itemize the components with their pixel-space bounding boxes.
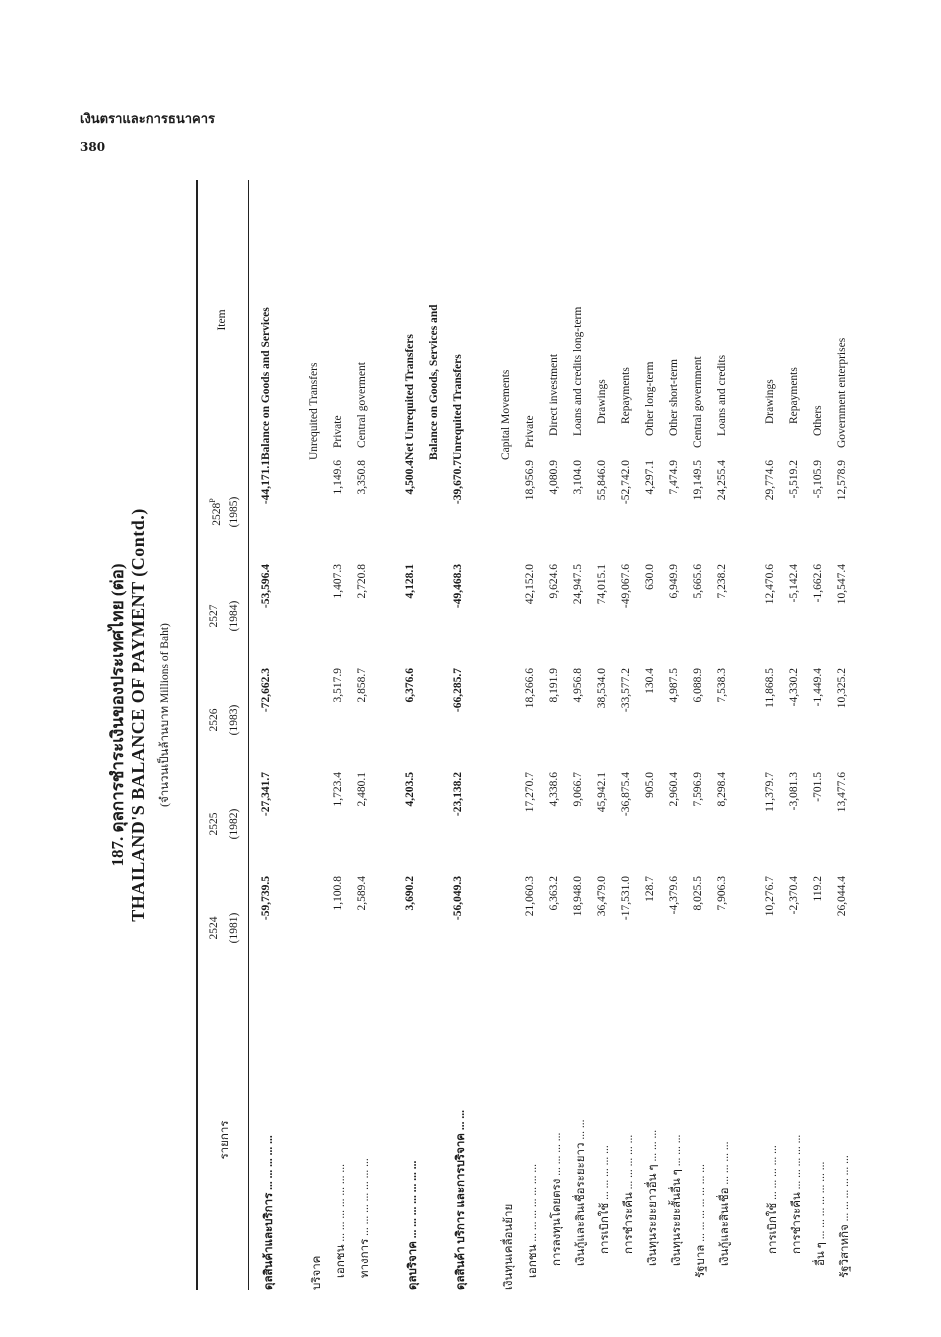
year-ce-label: (1982) (228, 808, 240, 840)
row-label-thai: เงินกู้และสินเชื่อ ... ... ... ... (719, 1141, 731, 1266)
table-row (764, 180, 788, 1290)
table-row (788, 180, 812, 1290)
row-label-thai: ดุลบริจาค ... ... ... ... ... ... ... (407, 1160, 419, 1290)
table-row (524, 180, 548, 1290)
row-value: 29,774.6 (764, 460, 776, 501)
table-row (716, 180, 740, 1290)
table-row (836, 180, 860, 1290)
row-value: 5,665.6 (692, 564, 704, 599)
row-value: 21,060.3 (524, 876, 536, 917)
row-value: -44,171.1 (260, 460, 272, 505)
row-value: 4,297.1 (644, 460, 656, 495)
row-value: 6,376.6 (404, 668, 416, 703)
row-label-english: Other short-term (668, 359, 680, 436)
row-value: 1,100.8 (332, 876, 344, 911)
row-label-english: Private (524, 415, 536, 448)
row-value: 128.7 (644, 876, 656, 902)
row-label-english: Unrequited Transfers (308, 362, 320, 460)
row-value: 18,948.0 (572, 876, 584, 917)
row-label-english: Other long-term (644, 361, 656, 436)
column-header-year (196, 772, 248, 876)
row-value: 3,350.8 (356, 460, 368, 495)
row-value: -1,662.6 (812, 564, 824, 603)
row-value: 130.4 (644, 668, 656, 694)
row-value: 11,868.5 (764, 668, 776, 708)
row-value: 7,238.2 (716, 564, 728, 599)
row-value: -17,531.0 (620, 876, 632, 921)
row-value: 6,088.9 (692, 668, 704, 703)
row-value: 4,956.8 (572, 668, 584, 703)
row-label-thai: เอกชน ... ... ... ... ... ... ... (335, 1164, 347, 1278)
row-value: 7,596.9 (692, 772, 704, 807)
row-value: 4,338.6 (548, 772, 560, 807)
row-value: -52,742.0 (620, 460, 632, 505)
column-header-thai-label (196, 980, 248, 1290)
row-value: -36,875.4 (620, 772, 632, 817)
table-row (308, 180, 332, 1290)
row-label-thai: เงินทุนระยะยาวอื่น ๆ ... ... ... (647, 1129, 659, 1266)
table-row (500, 180, 524, 1290)
row-label-thai: อื่น ๆ ... ... ... ... ... ... ... (815, 1161, 827, 1266)
table-row (668, 180, 692, 1290)
row-value: 4,128.1 (404, 564, 416, 599)
row-value: 905.0 (644, 772, 656, 798)
row-value: 42,152.0 (524, 564, 536, 605)
table-row (692, 180, 716, 1290)
row-value: -49,067.6 (620, 564, 632, 609)
year-ce-label: (1984) (228, 600, 240, 632)
row-value: 6,363.2 (548, 876, 560, 911)
page-number: 380 (80, 140, 106, 154)
row-label-thai: ดุลสินค้าและบริการ ... ... ... ... ... (263, 1135, 275, 1290)
column-header-year (196, 564, 248, 668)
row-value: 2,480.1 (356, 772, 368, 807)
table-row (596, 180, 620, 1290)
row-label-thai: เงินกู้และสินเชื่อระยะยาว ... ... (575, 1119, 587, 1266)
row-label-thai: รัฐวิสาหกิจ ... ... ... ... ... ... (839, 1155, 851, 1278)
row-label-english: Capital Movements (500, 369, 512, 460)
row-label-english: Loans and credits (716, 354, 728, 436)
row-label-thai: บริจาค (311, 1255, 323, 1290)
row-value: 55,846.0 (596, 460, 608, 501)
row-value: 2,858.7 (356, 668, 368, 703)
row-label-thai: เงินทุนระยะสั้นอื่น ๆ ... ... ... (671, 1134, 683, 1266)
row-label-english: Government enterprises (836, 337, 848, 448)
column-header-thai-text: รายการ (219, 1120, 231, 1160)
row-value: 9,066.7 (572, 772, 584, 807)
row-value: -5,142.4 (788, 564, 800, 603)
row-value: 19,149.5 (692, 460, 704, 501)
table-row (644, 180, 668, 1290)
row-label-thai: ทางการ ... ... ... ... ... ... ... (359, 1158, 371, 1278)
table-row (812, 180, 836, 1290)
row-value: 10,547.4 (836, 564, 848, 605)
row-value: 45,942.1 (596, 772, 608, 813)
row-value: -49,468.3 (452, 564, 464, 609)
table-title-block (100, 140, 200, 1290)
row-label-thai: เงินทุนเคลื่อนย้าย (503, 1203, 515, 1290)
table-row (476, 180, 500, 1290)
column-header-year (196, 460, 248, 564)
row-value: -56,049.3 (452, 876, 464, 921)
preliminary-marker: P (208, 498, 217, 503)
row-value: 7,906.3 (716, 876, 728, 911)
table-title-english: THAILAND'S BALANCE OF PAYMENT (Contd.) (128, 508, 148, 922)
row-value: -27,341.7 (260, 772, 272, 817)
row-value: 38,534.0 (596, 668, 608, 709)
row-value: 4,500.4 (404, 460, 416, 495)
row-value: 8,298.4 (716, 772, 728, 807)
table-row (572, 180, 596, 1290)
row-label-thai: การเบิกใช้ ... ... ... ... ... (599, 1145, 611, 1254)
row-value: 10,276.7 (764, 876, 776, 917)
row-label-english: Repayments (788, 367, 800, 424)
year-ce-label: (1985) (228, 496, 240, 528)
row-value: 2,589.4 (356, 876, 368, 911)
row-value: 630.0 (644, 564, 656, 590)
table-row (260, 180, 284, 1290)
row-label-english: Central goverment (356, 362, 368, 448)
row-value: -39,670.7 (452, 460, 464, 505)
row-label-thai: การเบิกใช้ ... ... ... ... ... (767, 1145, 779, 1254)
table-row (452, 180, 476, 1290)
row-value: 119.2 (812, 876, 824, 902)
row-value: 7,538.3 (716, 668, 728, 703)
row-value: 7,474.9 (668, 460, 680, 495)
column-header-year (196, 876, 248, 980)
row-value: 1,149.6 (332, 460, 344, 495)
row-label-thai: รัฐบาล ... ... ... ... ... ... ... (695, 1164, 707, 1278)
row-value: 6,949.9 (668, 564, 680, 599)
row-value: 26,044.4 (836, 876, 848, 917)
row-value: -5,105.9 (812, 460, 824, 499)
row-value: -53,596.4 (260, 564, 272, 609)
row-label-english: Loans and credits long-term (572, 306, 584, 436)
row-value: 13,477.6 (836, 772, 848, 813)
table-row (740, 180, 764, 1290)
row-value: 12,470.6 (764, 564, 776, 605)
row-value: 36,479.0 (596, 876, 608, 917)
row-value: 3,517.9 (332, 668, 344, 703)
row-value: 17,270.7 (524, 772, 536, 813)
row-value: 8,191.9 (548, 668, 560, 703)
row-value: 2,720.8 (356, 564, 368, 599)
row-label-english: Private (332, 415, 344, 448)
column-header-year (196, 668, 248, 772)
row-value: 18,266.6 (524, 668, 536, 709)
row-value: 11,379.7 (764, 772, 776, 812)
row-value: 2,960.4 (668, 772, 680, 807)
row-label-english: Balance on Goods, Services and (428, 304, 440, 460)
year-label: 2526 (208, 708, 220, 732)
row-value: 24,947.5 (572, 564, 584, 605)
row-value: 4,203.5 (404, 772, 416, 807)
table-header-rule (248, 180, 249, 1290)
row-label-thai: การชำระคืน ... ... ... ... ... (623, 1134, 635, 1254)
row-value: 8,025.5 (692, 876, 704, 911)
row-value: 10,325.2 (836, 668, 848, 709)
table-title-thai: 187. ดุลการชำระเงินของประเทศไทย (ต่อ) (108, 563, 127, 867)
row-value: -5,519.2 (788, 460, 800, 499)
row-value: 9,624.6 (548, 564, 560, 599)
table-row (332, 180, 356, 1290)
row-label-english: Drawings (596, 379, 608, 424)
row-value: -2,370.4 (788, 876, 800, 915)
row-value: -4,330.2 (788, 668, 800, 707)
row-label-english: Unrequited Transfers (452, 354, 464, 460)
table-row (404, 180, 428, 1290)
page-header-title: เงินตราและการธนาคาร (80, 112, 215, 127)
row-value: -23,138.2 (452, 772, 464, 817)
row-label-thai: การลงทุนโดยตรง ... ... ... ... (551, 1132, 563, 1266)
row-label-english: Repayments (620, 367, 632, 424)
row-value: -33,577.2 (620, 668, 632, 713)
table-unit-note: (จำนวนเป็นล้านบาท Millions of Baht) (159, 623, 171, 807)
year-label: 2527 (208, 604, 220, 628)
row-label-thai: เอกชน ... ... ... ... ... ... ... (527, 1164, 539, 1278)
row-label-english: Net Unrequited Transfers (404, 334, 416, 460)
row-value: 1,407.3 (332, 564, 344, 599)
year-label (208, 460, 223, 564)
row-value: 4,987.5 (668, 668, 680, 703)
row-value: -701.5 (812, 772, 824, 802)
table-row (356, 180, 380, 1290)
row-value: -4,379.6 (668, 876, 680, 915)
row-value: 3,690.2 (404, 876, 416, 911)
row-label-english: Balance on Goods and Services (260, 307, 272, 460)
table-row (284, 180, 308, 1290)
row-value: 1,723.4 (332, 772, 344, 807)
row-value: 24,255.4 (716, 460, 728, 501)
column-header-english-label (196, 180, 248, 460)
row-value: -72,662.3 (260, 668, 272, 713)
table-row (620, 180, 644, 1290)
row-value: 18,956.9 (524, 460, 536, 501)
table-row (548, 180, 572, 1290)
year-ce-label: (1981) (228, 912, 240, 944)
row-value: -3,081.3 (788, 772, 800, 811)
year-ce-label: (1983) (228, 704, 240, 736)
row-value: -1,449.4 (812, 668, 824, 707)
column-header-english-text: Item (216, 309, 228, 331)
row-value: 74,015.1 (596, 564, 608, 605)
row-value: 3,104.0 (572, 460, 584, 495)
table-row (380, 180, 404, 1290)
row-label-english: Central government (692, 356, 704, 448)
row-label-thai: ดุลสินค้า บริการ และการบริจาค ... ... (455, 1110, 467, 1290)
row-label-english: Others (812, 405, 824, 436)
rotated-table (100, 140, 900, 1290)
row-value: 4,080.9 (548, 460, 560, 495)
row-value: 12,578.9 (836, 460, 848, 501)
row-value: -59,739.5 (260, 876, 272, 921)
year-label-text: 2528 (210, 502, 223, 526)
row-label-english: Direct investment (548, 353, 560, 436)
table-row (428, 180, 452, 1290)
row-value: -66,285.7 (452, 668, 464, 713)
year-label: 2525 (208, 812, 220, 836)
year-label: 2524 (208, 916, 220, 940)
row-label-english: Drawings (764, 379, 776, 424)
row-label-thai: การชำระคืน ... ... ... ... ... (791, 1134, 803, 1254)
